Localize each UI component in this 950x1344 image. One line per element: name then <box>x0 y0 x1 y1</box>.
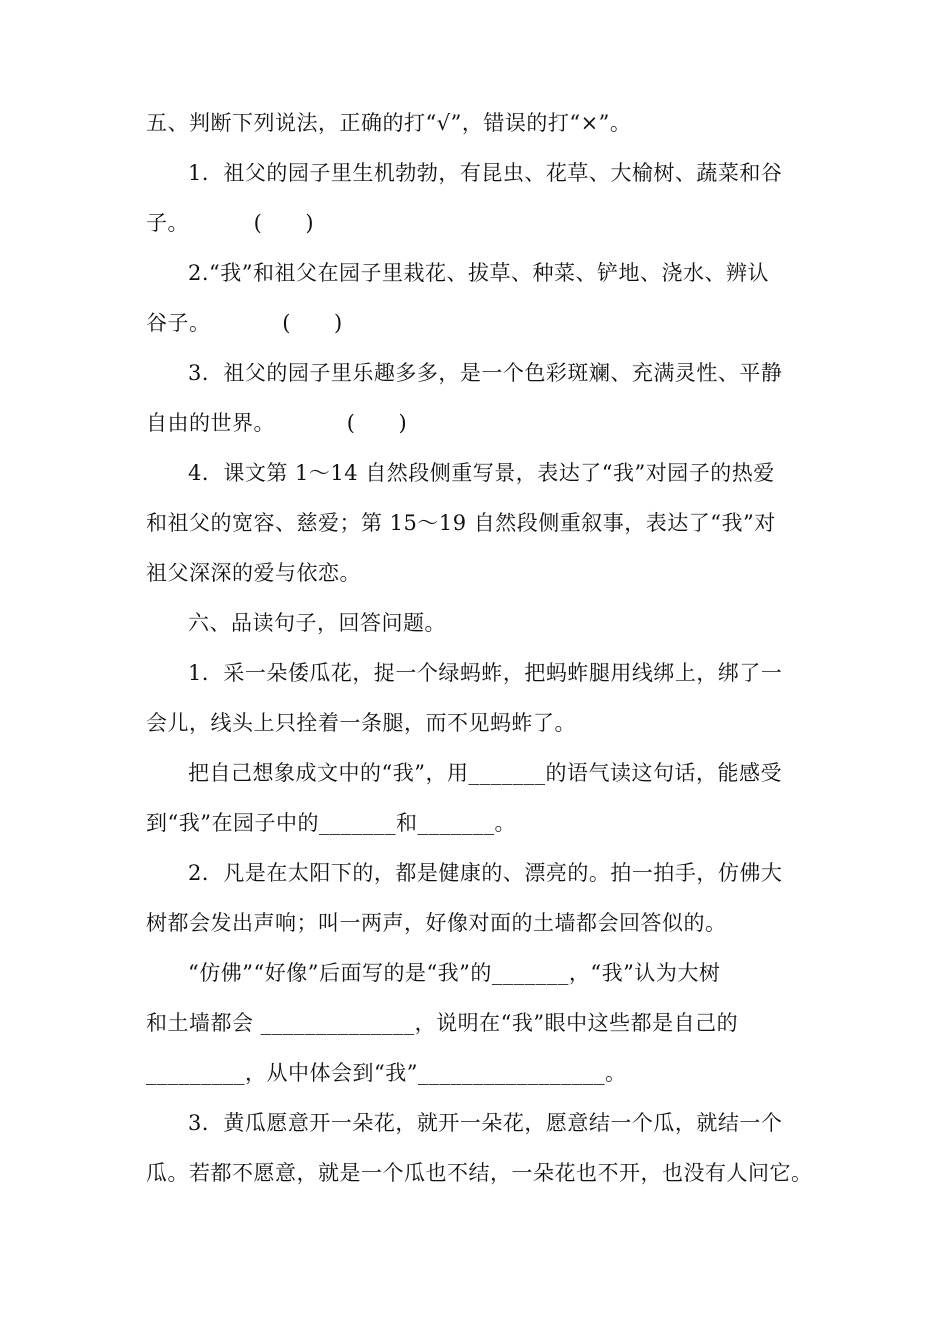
reading-item-2-question-line-1: “仿佛”“好像”后面写的是“我”的_______，“我”认为大树 <box>188 961 721 985</box>
judgment-item-3-line-2: 自由的世界。 ( ) <box>146 411 408 435</box>
judgment-item-4-line-2: 和祖父的宽容、慈爱；第 15～19 自然段侧重叙事，表达了“我”对 <box>146 511 776 535</box>
judgment-item-2-line-1: 2.“我”和祖父在园子里栽花、拔草、种菜、铲地、浇水、辨认 <box>188 261 770 285</box>
reading-item-1-question-line-1: 把自己想象成文中的“我”，用_______的语气读这句话，能感受 <box>188 761 782 785</box>
reading-item-3-line-1: 3．黄瓜愿意开一朵花，就开一朵花，愿意结一个瓜，就结一个 <box>188 1111 783 1135</box>
reading-item-1-line-1: 1．采一朵倭瓜花，捉一个绿蚂蚱，把蚂蚱腿用线绑上，绑了一 <box>188 661 783 685</box>
judgment-item-2-line-2: 谷子。 ( ) <box>146 311 343 335</box>
reading-item-1-question-line-2: 到“我”在园子中的_______和_______。 <box>146 811 516 835</box>
section-six-heading: 六、品读句子，回答问题。 <box>188 611 446 635</box>
document-page <box>146 98 826 1198</box>
reading-item-2-line-1: 2．凡是在太阳下的，都是健康的、漂亮的。拍一拍手，仿佛大 <box>188 861 783 885</box>
reading-item-3-line-2: 瓜。若都不愿意，就是一个瓜也不结，一朵花也不开，也没有人问它。 <box>146 1161 813 1185</box>
reading-item-1-line-2: 会儿，线头上只拴着一条腿，而不见蚂蚱了。 <box>146 711 576 735</box>
judgment-item-4-line-3: 祖父深深的爱与依恋。 <box>146 561 361 585</box>
reading-item-2-line-2: 树都会发出声响；叫一两声，好像对面的土墙都会回答似的。 <box>146 911 727 935</box>
reading-item-2-question-line-2: 和土墙都会 ______________，说明在“我”眼中这些都是自己的 <box>146 1011 739 1035</box>
section-five-heading: 五、判断下列说法，正确的打“√”，错误的打“×”。 <box>146 111 632 135</box>
judgment-item-3-line-1: 3．祖父的园子里乐趣多多，是一个色彩斑斓、充满灵性、平静 <box>188 361 783 385</box>
reading-item-2-question-line-3: _________，从中体会到“我”_________________。 <box>146 1061 627 1085</box>
judgment-item-1-line-1: 1．祖父的园子里生机勃勃，有昆虫、花草、大榆树、蔬菜和谷 <box>188 161 783 185</box>
judgment-item-1-line-2: 子。 ( ) <box>146 211 315 235</box>
judgment-item-4-line-1: 4．课文第 1～14 自然段侧重写景，表达了“我”对园子的热爱 <box>188 461 775 485</box>
